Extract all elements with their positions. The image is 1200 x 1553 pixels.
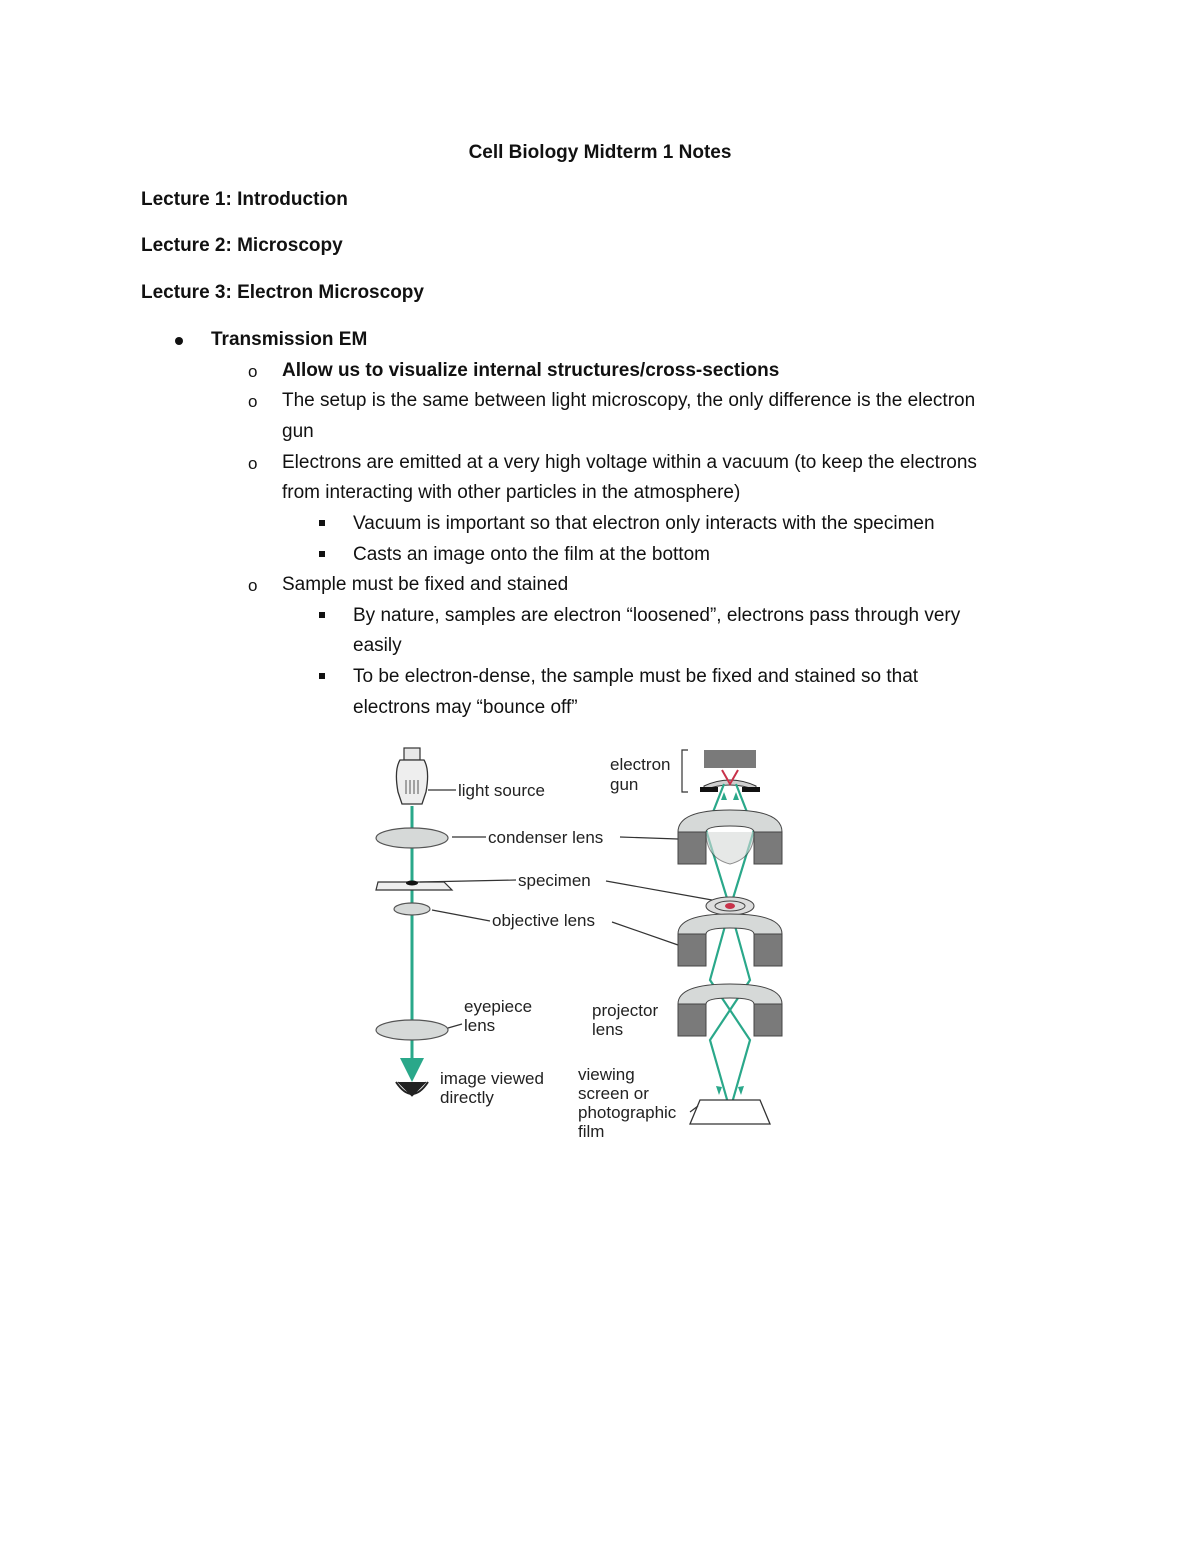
item-setup-line1: The setup is the same between light microscopy, the only difference is the electron: [282, 390, 976, 411]
item-electrons-line2: from interacting with other particles in the atmosphere): [282, 482, 741, 503]
light-source-label: light source: [458, 781, 545, 800]
subitem-electron-dense-line1: To be electron-dense, the sample must be fixed and stained so that: [353, 666, 919, 687]
microscope-comparison-diagram: [360, 740, 840, 1150]
condenser-lens-light: [376, 828, 448, 848]
item-visualize: Allow us to visualize internal structures/cross-sections: [282, 360, 780, 381]
photographic-label: photographic: [578, 1103, 677, 1122]
specimen-holder: [706, 897, 754, 915]
eyepiece-lens-label: lens: [464, 1016, 496, 1035]
objective-lens-light: [394, 903, 430, 915]
condenser-lens-electron: [678, 810, 782, 864]
gun-label: gun: [610, 775, 639, 794]
bullet-o: o: [248, 362, 258, 381]
subitem-casts-image: Casts an image onto the film at the bottom: [353, 544, 710, 565]
subitem-by-nature-line2: easily: [353, 635, 402, 656]
subitem-vacuum: Vacuum is important so that electron only interacts with the specimen: [353, 513, 935, 534]
objective-lens-label: objective lens: [492, 911, 596, 930]
bullet-o: o: [248, 392, 258, 411]
projector-lens-label: lens: [592, 1020, 624, 1039]
item-sample-fixed: Sample must be fixed and stained: [282, 574, 569, 595]
item-setup-line2: gun: [282, 421, 314, 442]
bullet-square: [319, 520, 325, 526]
directly-label: directly: [440, 1088, 494, 1107]
film-label: film: [578, 1122, 605, 1141]
image-viewed-label: image viewed: [440, 1069, 544, 1088]
bullet-square: [319, 551, 325, 557]
transmission-em-bullet: Transmission EM: [211, 329, 368, 350]
eyepiece-lens-light: [376, 1020, 448, 1040]
viewing-screen: [690, 1100, 770, 1124]
projector-label: projector: [592, 1001, 659, 1020]
eyepiece-label: eyepiece: [464, 997, 533, 1016]
eye-icon: [396, 1082, 428, 1096]
screen-or-label: screen or: [578, 1084, 649, 1103]
subitem-by-nature-line1: By nature, samples are electron “loosened”, electrons pass through very: [353, 605, 961, 626]
subitem-electron-dense-line2: electrons may “bounce off”: [353, 697, 578, 718]
bullet-dot: [175, 337, 183, 345]
objective-lens-electron: [678, 914, 782, 966]
bullet-o: o: [248, 576, 258, 595]
electron-label: electron: [610, 755, 671, 774]
bullet-square: [319, 673, 325, 679]
viewing-label: viewing: [578, 1065, 635, 1084]
lecture-2-heading: Lecture 2: Microscopy: [141, 235, 343, 256]
bullet-square: [319, 612, 325, 618]
lecture-3-heading: Lecture 3: Electron Microscopy: [141, 282, 424, 303]
item-electrons-line1: Electrons are emitted at a very high voltage within a vacuum (to keep the electrons: [282, 452, 977, 473]
light-bulb-icon: [396, 748, 427, 804]
bullet-o: o: [248, 454, 258, 473]
specimen-label: specimen: [518, 871, 591, 890]
page-title: Cell Biology Midterm 1 Notes: [468, 142, 732, 163]
electron-gun: [700, 750, 760, 792]
lecture-1-heading: Lecture 1: Introduction: [141, 189, 348, 210]
condenser-lens-label: condenser lens: [488, 828, 604, 847]
